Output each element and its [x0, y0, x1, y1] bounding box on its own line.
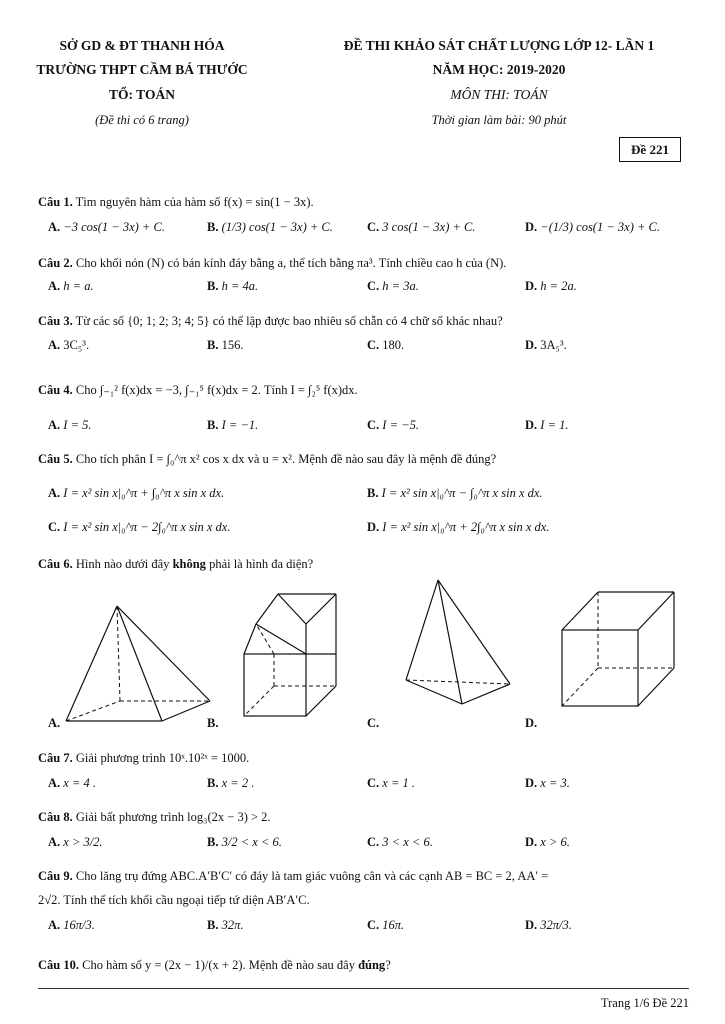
- q5-option-d: D. I = x² sin x|₀^π + 2∫₀^π x sin x dx.: [367, 520, 550, 534]
- q9-option-c: C. 16π.: [367, 918, 405, 932]
- q3-option-b: B. 156.: [207, 338, 244, 352]
- q7-option-a: A. x = 4 .: [48, 776, 97, 790]
- q9-option-a: A. 16π/3.: [48, 918, 95, 932]
- q4-option-c: C. I = −5.: [367, 418, 419, 432]
- footer-divider: [38, 988, 689, 989]
- q8-option-b: B. 3/2 < x < 6.: [207, 835, 282, 849]
- q7-option-d: D. x = 3.: [525, 776, 570, 790]
- q3-option-d: D. 3A₅³.: [525, 338, 567, 352]
- q2-option-d: D. h = 2a.: [525, 279, 577, 293]
- q6-option-a: A.: [48, 716, 61, 730]
- question-1: Câu 1. Tìm nguyên hàm của hàm số f(x) = sin(1 − 3x).: [38, 195, 314, 209]
- q8-option-a: A. x > 3/2.: [48, 835, 103, 849]
- question-7: Câu 7. Giải phương trình 10ˣ.10²ˣ = 1000.: [38, 751, 250, 765]
- q5-option-b: B. I = x² sin x|₀^π − ∫₀^π x sin x dx.: [367, 486, 543, 500]
- question-9-continued: 2√2. Tính thể tích khối cầu ngoại tiếp tứ diện AB′A′C.: [38, 893, 310, 907]
- q7-option-b: B. x = 2 .: [207, 776, 255, 790]
- question-2: Câu 2. Cho khối nón (N) có bán kính đáy bằng a, thể tích bằng πa³. Tính chiều cao h của (N).: [38, 256, 507, 270]
- exam-title: ĐỀ THI KHẢO SÁT CHẤT LƯỢNG LỚP 12- LẦN 1: [343, 38, 655, 53]
- department-name: TỔ: TOÁN: [109, 87, 175, 102]
- q1-option-b: B. (1/3) cos(1 − 3x) + C.: [207, 220, 333, 234]
- question-5: Câu 5. Cho tích phân I = ∫₀^π x² cos x dx và u = x². Mệnh đề nào sau đây là mệnh đề đúng?: [38, 452, 497, 466]
- q4-option-d: D. I = 1.: [525, 418, 569, 432]
- q3-option-a: A. 3C₅³.: [48, 338, 90, 352]
- q2-option-a: A. h = a.: [48, 279, 94, 293]
- q6-option-c: C.: [367, 716, 380, 730]
- figure-b-composite-solid: [238, 590, 368, 720]
- question-10: Câu 10. Cho hàm số y = (2x − 1)/(x + 2). Mệnh đề nào sau đây đúng?: [38, 958, 391, 972]
- q1-option-c: C. 3 cos(1 − 3x) + C.: [367, 220, 476, 234]
- q9-option-b: B. 32π.: [207, 918, 244, 932]
- question-8: Câu 8. Giải bất phương trình log₃(2x − 3) > 2.: [38, 810, 271, 824]
- q4-option-a: A. I = 5.: [48, 418, 92, 432]
- question-4: Câu 4. Cho ∫₋₁² f(x)dx = −3, ∫₋₁⁵ f(x)dx = 2. Tính I = ∫₂⁵ f(x)dx.: [38, 383, 358, 397]
- q2-option-b: B. h = 4a.: [207, 279, 259, 293]
- q8-option-c: C. 3 < x < 6.: [367, 835, 433, 849]
- figure-c-tetrahedron: [402, 576, 522, 706]
- question-3: Câu 3. Từ các số {0; 1; 2; 3; 4; 5} có thể lập được bao nhiêu số chẵn có 4 chữ số khác nhau?: [38, 314, 503, 328]
- q5-option-c: C. I = x² sin x|₀^π − 2∫₀^π x sin x dx.: [48, 520, 231, 534]
- q9-option-d: D. 32π/3.: [525, 918, 572, 932]
- page-count-note: (Đề thi có 6 trang): [95, 113, 189, 127]
- school-department: SỞ GD & ĐT THANH HÓA: [59, 38, 225, 53]
- question-6: Câu 6. Hình nào dưới đây không phải là hình đa diện?: [38, 557, 314, 571]
- question-9: Câu 9. Cho lăng trụ đứng ABC.A′B′C′ có đáy là tam giác vuông cân và các cạnh AB = BC = 2, AA′ =: [38, 869, 549, 883]
- q1-option-a: A. −3 cos(1 − 3x) + C.: [48, 220, 165, 234]
- q1-option-d: D. −(1/3) cos(1 − 3x) + C.: [525, 220, 661, 234]
- q5-option-a: A. I = x² sin x|₀^π + ∫₀^π x sin x dx.: [48, 486, 225, 500]
- exam-duration: Thời gian làm bài: 90 phút: [431, 113, 567, 127]
- exam-code-box: Đề 221: [619, 137, 681, 162]
- figure-a-pyramid: [62, 600, 222, 730]
- q6-option-d: D.: [525, 716, 538, 730]
- q6-option-b: B.: [207, 716, 219, 730]
- school-year: NĂM HỌC: 2019-2020: [432, 62, 566, 77]
- q3-option-c: C. 180.: [367, 338, 405, 352]
- q7-option-c: C. x = 1 .: [367, 776, 416, 790]
- page-footer: Trang 1/6 Đề 221: [600, 996, 689, 1010]
- q4-option-b: B. I = −1.: [207, 418, 259, 432]
- figure-d-cube: [560, 588, 680, 708]
- q8-option-d: D. x > 6.: [525, 835, 570, 849]
- q2-option-c: C. h = 3a.: [367, 279, 419, 293]
- exam-subject: MÔN THI: TOÁN: [450, 87, 548, 102]
- school-name: TRƯỜNG THPT CẦM BÁ THƯỚC: [36, 62, 248, 77]
